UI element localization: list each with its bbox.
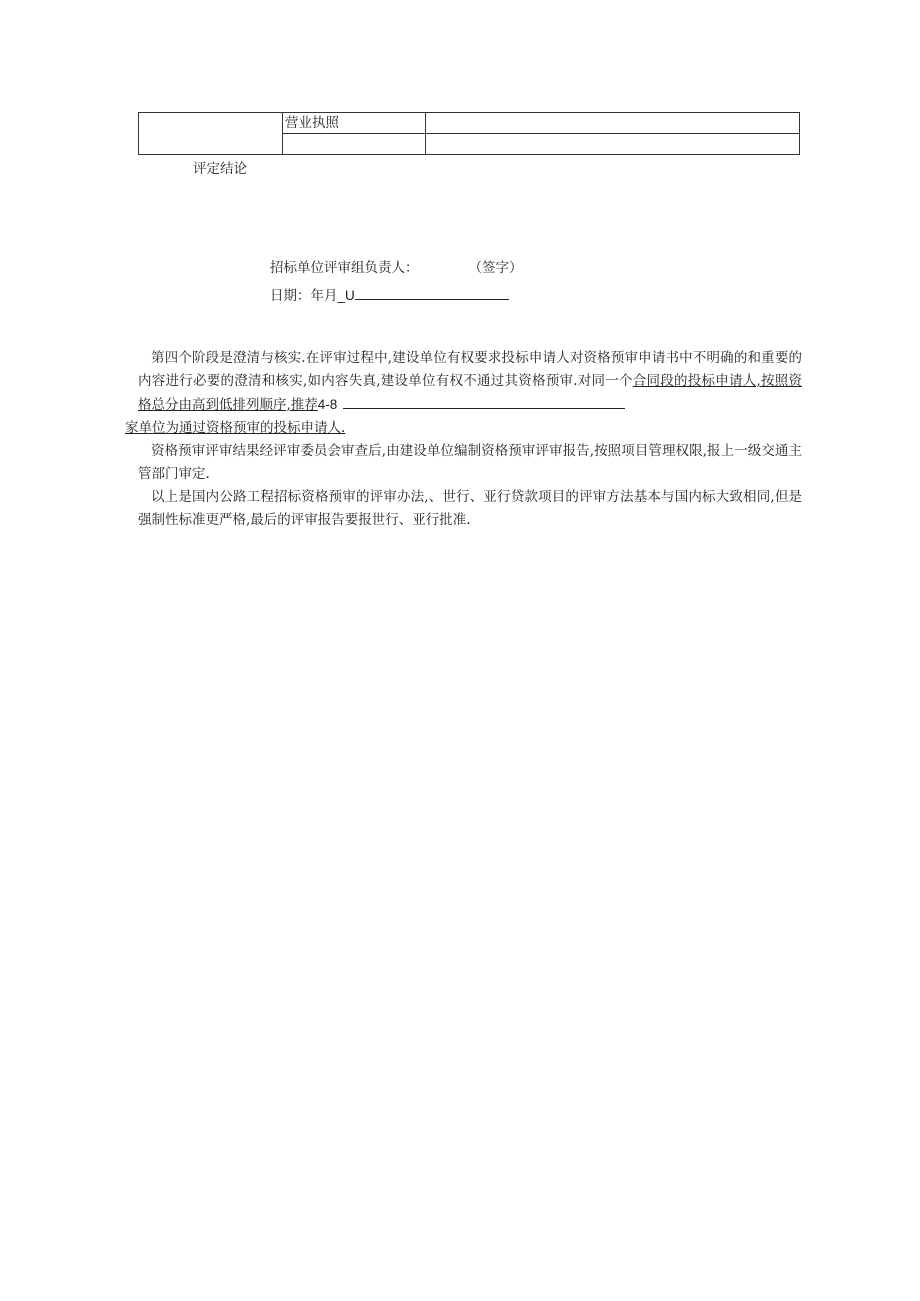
table-cell	[426, 134, 800, 155]
p1-end: 家单位为通过资格预审的投标申请人.	[125, 420, 346, 436]
table-cell	[283, 134, 426, 155]
table-cell	[426, 113, 800, 134]
p1-number: 4-8	[317, 397, 338, 412]
p1-blank-line	[343, 394, 625, 409]
sign-note: （签字）	[468, 260, 523, 276]
table-cell-business-license: 营业执照	[283, 113, 426, 134]
responsible-line	[270, 254, 523, 282]
date-line	[270, 282, 523, 310]
date-value: _U	[337, 288, 355, 303]
paragraph-summary: 以上是国内公路工程招标资格预审的评审办法,、世行、亚行贷款项目的评审方法基本与国内标大致相同,但是强制性标准更严格,最后的评审报告要报世行、亚行批准.	[138, 489, 802, 528]
signature-block	[270, 254, 523, 310]
p1-start: 第四个阶段是澄清与核实.在评审过程中,建设单位有权要求投标申请人对资格预审申请书中不明确的和重要的内容进行必要的澄清和核实,如内容失真,建设单位有权不通过其资格预审.对同一个	[138, 350, 802, 389]
p1-underlined: 合同段的投标申请人,按照资格总分由高到低排列顺序,推荐	[138, 373, 803, 413]
evaluation-table-grid	[138, 112, 800, 155]
table-row	[139, 113, 800, 134]
paragraph-clarification	[125, 347, 803, 440]
table-cell-merged	[139, 113, 283, 155]
paragraph-report: 资格预审评审结果经评审委员会审查后,由建设单位编制资格预审评审报告,按照项目管理权限,报上一级交通主管部门审定.	[138, 443, 802, 482]
evaluation-table	[138, 112, 799, 155]
body-text	[125, 347, 803, 532]
conclusion-label: 评定结论	[193, 161, 247, 177]
date-blank-line	[355, 285, 509, 300]
responsible-label: 招标单位评审组负责人：	[270, 260, 419, 276]
date-label: 日期：年月	[270, 288, 338, 304]
